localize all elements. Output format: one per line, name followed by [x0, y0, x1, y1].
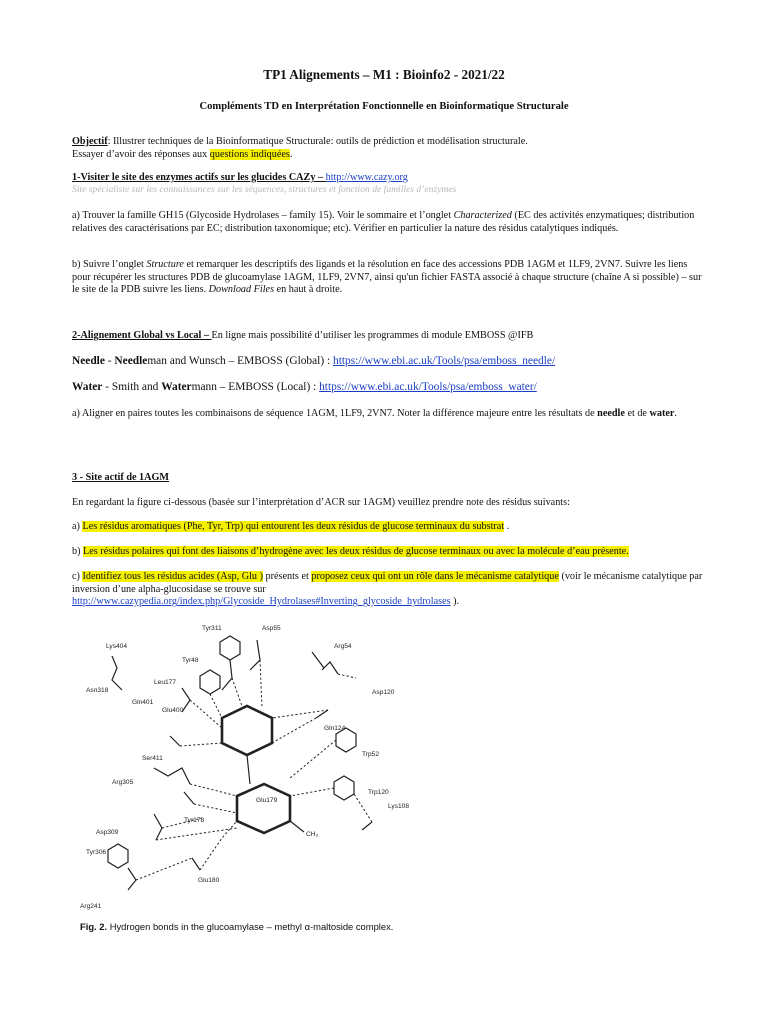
figure-caption — [80, 921, 393, 932]
label-gln401: Gln401 — [132, 699, 154, 706]
glycosidic-bond — [247, 755, 250, 784]
section-2-title: 2-Alignement Global vs Local – — [72, 330, 212, 341]
label-arg305: Arg305 — [112, 779, 134, 786]
section-3-intro: En regardant la figure ci-dessous (basée sur l’interprétation d’ACR sur 1AGM) veuillez prendre note des résidus suivants: — [72, 497, 570, 508]
objective-label: Objectif — [72, 136, 108, 147]
s1b-text-end: en haut à droite. — [274, 284, 343, 296]
s1b-italic-2: Download Files — [208, 284, 275, 296]
water-text: mann – EMBOSS (Local) : — [191, 381, 320, 393]
section-1-paragraph-a — [72, 210, 702, 235]
section-1-paragraph-b — [72, 259, 702, 297]
s3c-close: ). — [450, 596, 460, 608]
cazypedia-link[interactable]: http://www.cazypedia.org/index.php/Glycoside_Hydrolases#Inverting_glycoside_hydrolases — [72, 596, 451, 608]
label-tyr48: Tyr48 — [182, 657, 199, 664]
section-2-title-rest: En ligne mais possibilité d’utiliser les programmes di module EMBOSS @IFB — [211, 330, 534, 341]
section-1-subnote: Site spécialiste sur les connaissances sur les séquences, structures et fonction de familles d’enzymes — [72, 184, 457, 195]
tyr306-ring — [108, 844, 128, 868]
section-2-heading — [72, 330, 712, 343]
needle-bold-2: Needle — [114, 355, 148, 367]
label-lys108: Lys108 — [388, 803, 410, 810]
needle-text: man and Wunsch – EMBOSS (Global) : — [147, 355, 333, 367]
water-sep: - Smith and — [102, 381, 162, 393]
needle-line — [72, 354, 712, 368]
s1a-text-end: (EC des activités enzymatiques; distribution relatives des caractérisations par EC; distribution taxonomique; etc). Vérifier en particulier la nature des résidus catalytiques indiqués. — [72, 210, 695, 234]
s1a-text: a) Trouver la famille GH15 (Glycoside Hydrolases – family 15). Voir le sommaire et l’onglet — [72, 210, 454, 221]
s1b-text-mid: et remarquer les descriptifs des ligands et la résolution en face des accessions PDB 1AGM et 1LF9, 2VN7. Suivre les liens pour récupérer les structures PDB de glucoamylase 1AGM, 1LF9, 2VN7, ainsi qu'un fichier FASTA associé à chaque structure (chaîne A si possible) – sur le site de la PDB suivre les liens. — [72, 259, 702, 296]
document-subtitle: Compléments TD en Interprétation Fonctionnelle en Bioinformatique Structurale — [199, 101, 569, 112]
s2a-bold-2: water — [649, 408, 675, 419]
glucose-ring-top — [222, 706, 272, 755]
methyl-label: CH₃ — [306, 831, 319, 838]
hydrogen-bond-figure — [72, 618, 420, 918]
s2a-mid: et de — [624, 408, 650, 419]
label-glu180: Glu180 — [198, 877, 220, 884]
label-asp120: Asp120 — [372, 689, 395, 696]
label-ser411: Ser411 — [142, 755, 163, 762]
needle-link[interactable]: https://www.ebi.ac.uk/Tools/psa/emboss_needle/ — [333, 355, 556, 367]
s1b-text: b) Suivre l’onglet — [72, 259, 147, 270]
water-line — [72, 380, 712, 394]
label-tyr311: Tyr311 — [202, 625, 222, 632]
label-arg54: Arg54 — [334, 643, 352, 650]
label-trp120: Trp120 — [368, 789, 389, 796]
section-3-item-a — [72, 521, 712, 534]
water-bold: Water — [72, 381, 103, 393]
section-3-item-c — [72, 571, 708, 609]
s3b-highlight: Les résidus polaires qui font des liaisons d’hydrogène avec les deux résidus de glucose terminaux ou avec la molécule d’eau présente. — [83, 546, 629, 557]
s3a-label: a) — [72, 521, 83, 532]
s3c-highlight-1: Identifiez tous les résidus acides (Asp, Glu ) — [82, 571, 263, 582]
label-leu177: Leu177 — [154, 679, 177, 686]
cazy-link[interactable]: http://www.cazy.org — [325, 172, 408, 183]
s3a-end: . — [504, 521, 510, 532]
label-arg241: Arg241 — [80, 903, 102, 910]
section-3-item-b — [72, 546, 712, 559]
water-link[interactable]: https://www.ebi.ac.uk/Tools/psa/emboss_water/ — [319, 381, 537, 393]
section-2-paragraph-a — [72, 408, 702, 421]
s2a-text: a) Aligner en paires toutes les combinaisons de séquence 1AGM, 1LF9, 2VN7. Noter la différence majeure entre les résultats de — [72, 408, 598, 419]
methyl-bond — [290, 821, 304, 832]
s3c-label: c) — [72, 571, 83, 582]
label-tyr178: Tyr178 — [184, 817, 205, 824]
label-gln124: Gln124 — [324, 725, 346, 732]
label-tyr306: Tyr306 — [86, 849, 107, 856]
objective-highlight: questions indiquées — [209, 148, 290, 160]
needle-sep: - — [104, 355, 115, 367]
side-chain-bonds — [112, 640, 372, 890]
label-trp52: Trp52 — [362, 751, 379, 758]
s3c-end: (voir le mécanisme catalytique par inversion d’une alpha-glucosidase se trouve sur — [72, 571, 703, 595]
section-1-title: 1-Visiter le site des enzymes actifs sur les glucides CAZy – — [72, 172, 326, 183]
caption-label: Fig. 2. — [80, 921, 108, 932]
glucose-ring-bottom — [237, 784, 290, 833]
label-glu179: Glu179 — [256, 797, 278, 804]
document-title: TP1 Alignements – M1 : Bioinfo2 - 2021/22 — [263, 67, 505, 82]
s3c-mid: présents et — [262, 571, 312, 582]
s1a-italic: Characterized — [453, 210, 512, 221]
trp120-ring — [334, 776, 354, 800]
s2a-bold: needle — [597, 408, 625, 419]
s1b-italic: Structure — [146, 259, 184, 270]
objective-line2-end: . — [289, 148, 293, 160]
water-bold-2: Water — [161, 381, 192, 393]
tyr311-ring — [220, 636, 240, 660]
label-asp309: Asp309 — [96, 829, 119, 836]
s3b-label: b) — [72, 546, 84, 557]
objective-line2: Essayer d’avoir des réponses aux — [72, 148, 210, 160]
hydrogen-bond-lines — [136, 660, 372, 880]
objective-paragraph — [72, 136, 702, 161]
objective-text: : Illustrer techniques de la Bioinformatique Structurale: outils de prédiction et modélisation structurale. — [107, 136, 528, 147]
label-lys404: Lys404 — [106, 643, 128, 650]
tyr48-ring — [200, 670, 220, 694]
s3a-highlight: Les résidus aromatiques (Phe, Tyr, Trp) qui entourent les deux résidus de glucose terminaux du substrat — [82, 521, 505, 532]
needle-bold: Needle — [72, 355, 105, 367]
s3c-highlight-2: proposez ceux qui ont un rôle dans le mécanisme catalytique — [311, 571, 559, 582]
s2a-end: . — [674, 408, 677, 419]
section-3-title: 3 - Site actif de 1AGM — [72, 472, 170, 483]
caption-text: Hydrogen bonds in the glucoamylase – methyl α-maltoside complex. — [109, 921, 394, 932]
section-1-heading — [72, 172, 702, 185]
molecule-diagram — [72, 618, 420, 918]
section-3-heading — [72, 472, 169, 485]
label-glu400: Glu400 — [162, 707, 184, 714]
label-asn318: Asn318 — [86, 687, 109, 694]
label-asp55: Asp55 — [262, 625, 281, 632]
